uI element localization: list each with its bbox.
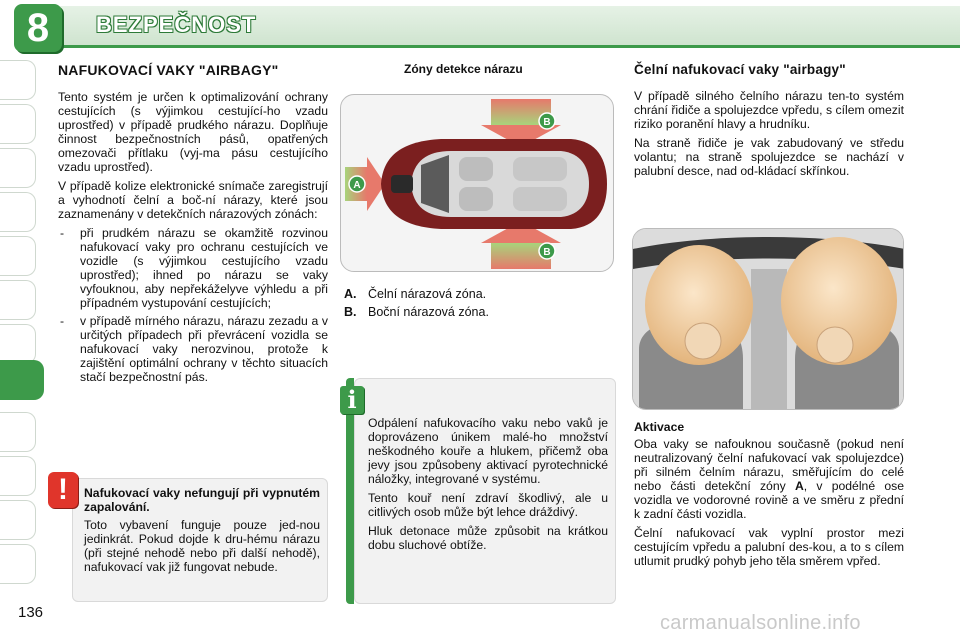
airbags-svg <box>633 229 904 410</box>
list-item <box>58 314 328 384</box>
warning-text: Toto vybavení funguje pouze jed-nou jedinkrát. Pokud dojde k dru-hému nárazu (při stejné nehodě nebo při další nehodě), nafukovací vak již fungovat nebude. <box>84 518 320 574</box>
chapter-tab[interactable] <box>0 544 36 584</box>
paragraph: V případě silného čelního nárazu ten-to systém chrání řidiče a spolujezdce vpředu, s cílem omezit riziko poranění hlavy a hrudníku. <box>634 89 904 131</box>
legend-key: B. <box>344 305 357 319</box>
front-airbags-illustration <box>632 228 904 410</box>
exclamation-icon: ! <box>48 472 78 508</box>
chapter-title: BEZPEČNOST <box>96 12 257 37</box>
chapter-tab[interactable] <box>0 456 36 496</box>
chapter-tab[interactable] <box>0 192 36 232</box>
chapter-tab[interactable] <box>0 324 36 364</box>
left-column <box>58 62 328 388</box>
info-icon: i <box>340 386 364 414</box>
driver-head <box>685 323 721 359</box>
chapter-tab[interactable] <box>0 148 36 188</box>
zone-reference: A <box>794 479 804 493</box>
list-dash: - <box>60 314 65 328</box>
zone-marker-b-label: B <box>543 247 551 258</box>
chapter-tab[interactable] <box>0 236 36 276</box>
chapter-tabs <box>0 60 40 620</box>
info-content <box>368 416 608 557</box>
page-header <box>0 0 960 56</box>
car-body <box>381 139 607 229</box>
list-dash: - <box>60 226 65 240</box>
legend-item <box>344 304 614 320</box>
zone-marker-b-bottom <box>539 243 555 259</box>
activation-section <box>634 420 904 573</box>
zone-marker-a <box>349 176 365 192</box>
section-title: NAFUKOVACÍ VAKY "AIRBAGY" <box>58 62 279 78</box>
zone-marker-b-top <box>539 113 555 129</box>
legend-text: Boční nárazová zóna. <box>368 305 489 319</box>
list-item <box>58 226 328 310</box>
info-paragraph: Odpálení nafukovacího vaku nebo vaků je doprovázeno únikem malé-ho množství neškodného kouře a hlukem, přičemž oba jevy jsou způsobeny aktivací pyrotechnické náložky, integrované v systému. <box>368 416 608 486</box>
paragraph <box>634 437 904 521</box>
paragraph: V případě kolize elektronické snímače zaregistrují a vyhodnotí čelní a boč-ní nárazy, které jsou zaznamenány v detekčních nárazových zónách: <box>58 179 328 221</box>
list-item-text: v případě mírného nárazu, nárazu zezadu a v určitých případech při převrácení vozidla se nafukovací vaky nerozvinou, protože k zajištění optimální ochrany v těchto situacích stačí bezpečnostní pás. <box>80 314 328 384</box>
chapter-tab[interactable] <box>0 500 36 540</box>
paragraph-text: Oba vaky se nafouknou současně (pokud není neutralizovaný čelní nafukovací vak spolujezdce) při silném čelním nárazu, směřujícím do celé nebo části detekční zóny <box>634 437 904 493</box>
passenger-head <box>817 327 853 363</box>
zones-legend <box>344 286 614 322</box>
info-paragraph: Hluk detonace může způsobit na krátkou dobu sluchové obtíže. <box>368 524 608 552</box>
watermark: carmanualsonline.info <box>660 612 861 634</box>
zone-marker-b-label: B <box>543 117 551 128</box>
figure-title: Zóny detekce nárazu <box>404 62 523 76</box>
section-title: Čelní nafukovací vaky "airbagy" <box>634 62 846 77</box>
car-top-view-svg <box>341 95 614 272</box>
paragraph: Tento systém je určen k optimalizování ochrany cestujících (s výjimkou cestující-ho vzadu uprostřed) v případě prudkého nárazu. Doplňuje činnost bezpečnostních pásů, opatřených omezovači přítlaku (vyj-ma pásu cestujícího vzadu uprostřed). <box>58 90 328 174</box>
chapter-tab[interactable] <box>0 60 36 100</box>
activation-title: Aktivace <box>634 420 685 434</box>
legend-item <box>344 286 614 302</box>
bullet-list <box>58 226 328 384</box>
chapter-tab[interactable] <box>0 280 36 320</box>
paragraph: Čelní nafukovací vak vyplní prostor mezi cestujícím vpředu a palubní des-kou, a to s cílem utlumit prudký pohyb jeho těla směrem vpřed. <box>634 526 904 568</box>
page-number: 136 <box>18 604 44 621</box>
legend-text: Čelní nárazová zóna. <box>368 287 487 301</box>
zone-marker-a-label: A <box>353 180 361 191</box>
car-impact-zones-illustration <box>340 94 614 272</box>
paragraph: Na straně řidiče je vak zabudovaný ve středu volantu; na straně spolujezdce se nachází v palubní desce, nad od-kládací skřínkou. <box>634 136 904 178</box>
chapter-tab[interactable] <box>0 412 36 452</box>
chapter-tab[interactable] <box>0 104 36 144</box>
center-console <box>751 269 787 410</box>
legend-key: A. <box>344 287 357 301</box>
warning-content <box>84 486 320 579</box>
warning-title: Nafukovací vaky nefungují při vypnutém zapalování. <box>84 486 320 514</box>
list-item-text: při prudkém nárazu se okamžitě rozvinou nafukovací vaky pro ochranu cestujících ve vozidle (s výjimkou cestujícího vzadu uprostřed); ihned po nárazu se vaky vyfouknou, aby nepřekáželyve výhledu a při případném vystupování cestujících; <box>80 226 328 310</box>
right-column <box>634 62 904 183</box>
info-paragraph: Tento kouř není zdraví škodlivý, ale u citlivých osob může být lehce dráždivý. <box>368 491 608 519</box>
paragraph-text: , v podélné ose vozidla ve vodorovné rovině a ve směru z přední k zadní části vozidla. <box>634 479 904 521</box>
chapter-tab-active[interactable] <box>0 360 44 400</box>
chapter-number-badge: 8 <box>14 4 62 52</box>
